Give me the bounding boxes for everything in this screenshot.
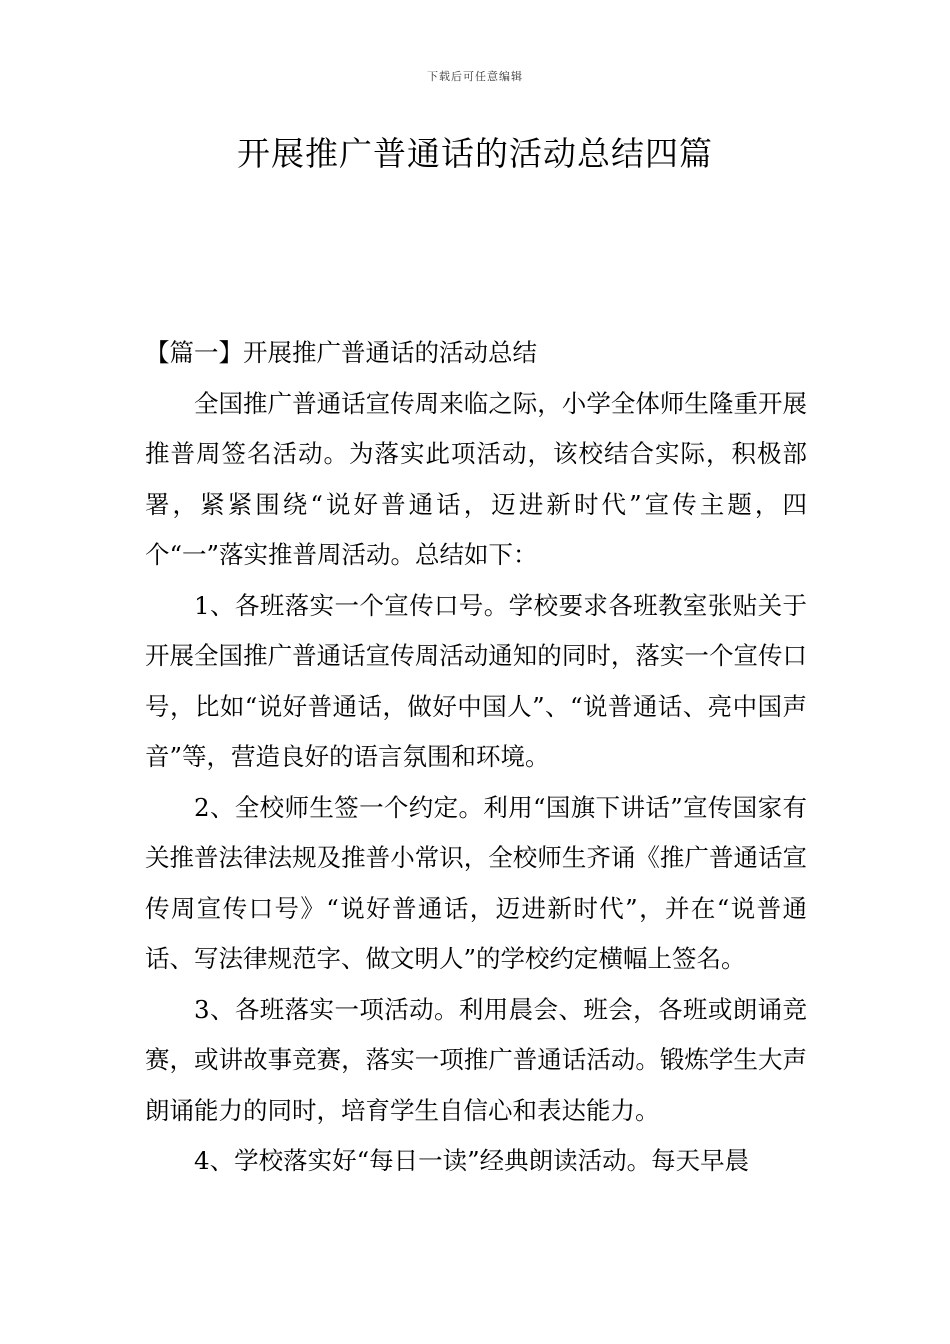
paragraph-item-1: 1、各班落实一个宣传口号。学校要求各班教室张贴关于开展全国推广普通话宣传周活动通知的同时，落实一个宣传口号，比如“说好普通话，做好中国人”、“说普通话、亮中国声音”等，营造良好的语言氛围和环境。: [145, 590, 807, 771]
document-body: [145, 328, 807, 1187]
paragraph-item-2: 2、全校师生签一个约定。利用“国旗下讲话”宣传国家有关推普法律法规及推普小常识，全校师生齐诵《推广普通话宣传周宣传口号》“说好普通话，迈进新时代”，并在“说普通话、写法律规范字、做文明人”的学校约定横幅上签名。: [145, 792, 807, 973]
paragraph-intro: 全国推广普通话宣传周来临之际，小学全体师生隆重开展推普周签名活动。为落实此项活动，该校结合实际，积极部署，紧紧围绕“说好普通话，迈进新时代”宣传主题，四个“一”落实推普周活动。总结如下：: [145, 388, 807, 569]
section-heading: 【篇一】开展推广普通话的活动总结: [145, 338, 537, 367]
paragraph-item-4: 4、学校落实好“每日一读”经典朗读活动。每天早晨: [194, 1146, 750, 1175]
paragraph-item-3: 3、各班落实一项活动。利用晨会、班会，各班或朗诵竞赛，或讲故事竞赛，落实一项推广普通话活动。锻炼学生大声朗诵能力的同时，培育学生自信心和表达能力。: [145, 994, 807, 1125]
document-title: 开展推广普通话的活动总结四篇: [237, 134, 713, 173]
page-header-note: 下载后可任意编辑: [427, 70, 523, 83]
